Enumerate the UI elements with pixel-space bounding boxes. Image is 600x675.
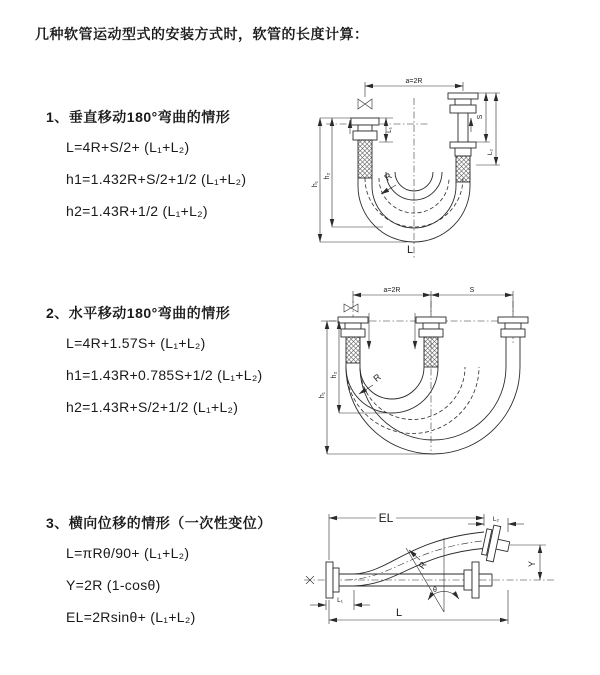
dim-label-el: EL	[378, 511, 394, 525]
dimension-y	[510, 545, 546, 580]
formula-1-h1: h1=1.432R+S/2+1/2 (L₁+L₂)	[66, 171, 247, 187]
section-2-heading: 2、水平移动180°弯曲的情形	[46, 305, 231, 321]
right-pipe-end	[448, 93, 478, 186]
dimension-width	[353, 287, 513, 315]
radius-callout	[381, 170, 396, 194]
dim-label-a2r: a=2R	[383, 287, 401, 294]
radius-label: R	[382, 170, 394, 183]
dim-label-a2r: a=2R	[405, 78, 423, 85]
valve-icon	[358, 99, 372, 109]
tilted-flange	[481, 524, 513, 564]
dimension-l	[329, 590, 508, 624]
dim-label-y: Y	[527, 560, 537, 568]
valve-icon	[344, 304, 358, 312]
centerline	[304, 576, 554, 584]
page-title: 几种软管运动型式的安装方式时，软管的长度计算：	[35, 26, 369, 42]
radius-label: R	[371, 371, 383, 384]
dim-label-l1: L₁	[386, 127, 393, 133]
dim-label-s: S	[469, 287, 475, 294]
formula-2-h1: h1=1.43R+0.785S+1/2 (L₁+L₂)	[66, 367, 263, 383]
left-pipe-end	[338, 317, 368, 367]
diagram-horizontal-movement	[313, 283, 598, 461]
dim-label-h2: h₂	[324, 172, 331, 180]
travel-arrows	[369, 313, 415, 349]
dim-label-l2: L₂	[487, 148, 494, 156]
dim-label-l1: L₁	[337, 597, 343, 604]
dim-label-l: L	[395, 607, 403, 619]
dim-label-h2: h₂	[331, 371, 338, 379]
formula-2-length: L=4R+1.57S+ (L₁+L₂)	[66, 335, 206, 351]
dim-label-h1: h₁	[319, 391, 326, 399]
dim-label-h1: h₁	[312, 180, 319, 188]
section-3-heading: 3、横向位移的情形（一次性变位）	[46, 515, 272, 531]
length-label: L	[406, 244, 414, 256]
dim-label-s: S	[477, 114, 484, 120]
left-pipe-end	[351, 118, 379, 186]
dimension-l1	[310, 590, 370, 610]
formula-1-h2: h2=1.43R+1/2 (L₁+L₂)	[66, 203, 208, 219]
diagram-lateral-displacement	[296, 502, 596, 642]
formula-1-length: L=4R+S/2+ (L₁+L₂)	[66, 139, 190, 155]
section-1-heading: 1、垂直移动180°弯曲的情形	[46, 109, 231, 125]
formula-2-h2: h2=1.43R+S/2+1/2 (L₁+L₂)	[66, 399, 239, 415]
diagram-vertical-movement	[313, 72, 548, 264]
middle-pipe-end	[416, 317, 446, 367]
radius-label: R	[416, 559, 429, 571]
angle-label: θ	[433, 587, 437, 594]
dim-label-l2: L₂	[492, 516, 500, 523]
dimension-stroke-s	[471, 93, 500, 165]
formula-3-el: EL=2Rsinθ+ (L₁+L₂)	[66, 609, 196, 625]
hose-arcs	[346, 367, 520, 454]
dimension-heights	[319, 321, 433, 454]
angle-construct	[406, 538, 459, 612]
formula-3-length: L=πRθ/90+ (L₁+L₂)	[66, 545, 190, 561]
formula-3-y: Y=2R (1-cosθ)	[66, 577, 161, 593]
